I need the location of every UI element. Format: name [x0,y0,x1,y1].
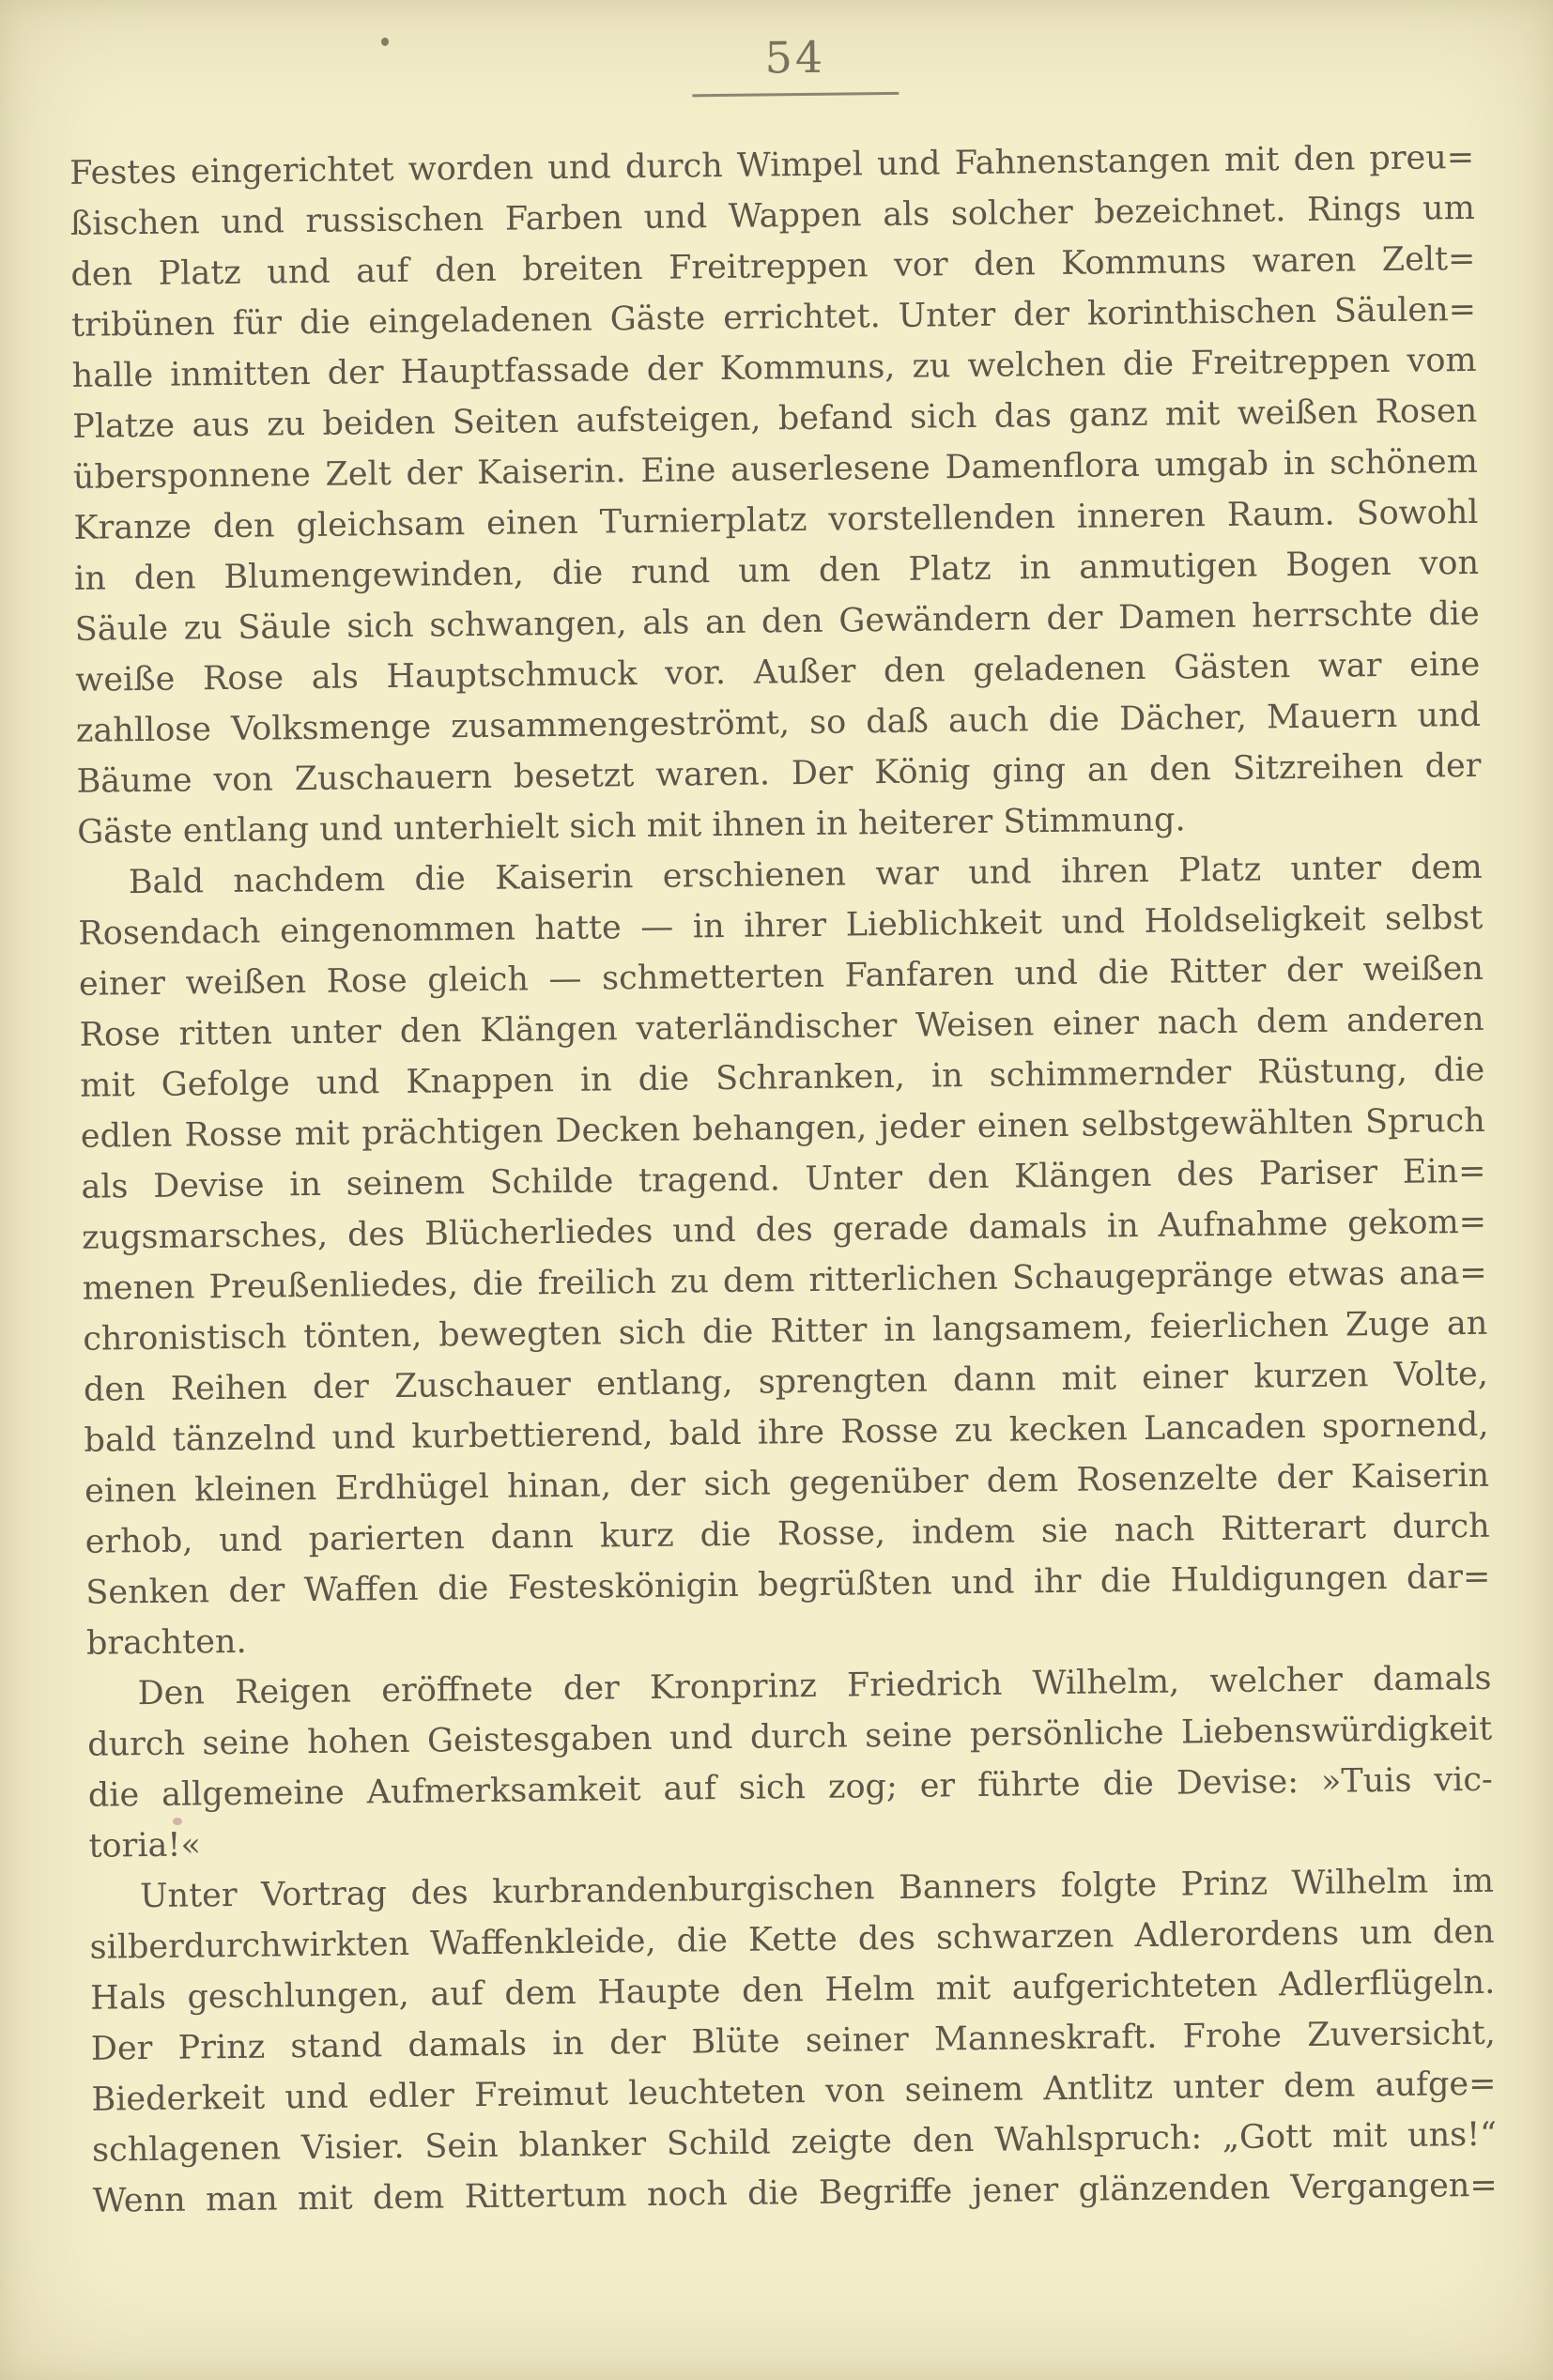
text-line: edlen Rosse mit prächtigen Decken behangen, jeder einen selbstgewählten Spruch [80,1101,1486,1156]
page-number: 54 [764,31,826,84]
text-line: Biederkeit und edler Freimut leuchteten von seinem Antlitz unter dem aufge= [91,2065,1497,2119]
text-line: schlagenen Visier. Sein blanker Schild zeigte den Wahlspruch: „Gott mit uns!“ [91,2115,1498,2170]
text-line: halle inmitten der Hauptfassade der Kommuns, zu welchen die Freitreppen vom [71,341,1477,395]
text-line: zugsmarsches, des Blücherliedes und des gerade damals in Aufnahme gekom= [81,1203,1487,1257]
text-line: brachten. [85,1622,247,1663]
text-line: tribünen für die eingeladenen Gäste errichtet. Unter der korinthischen Säulen= [70,290,1477,345]
text-line: Kranze den gleichsam einen Turnierplatz vorstellenden inneren Raum. Sowohl [73,493,1479,547]
page-header [74,27,1517,103]
text-line: Gäste entlang und unterhielt sich mit ihnen in heiterer Stimmung. [76,801,1186,852]
text-line: in den Blumengewinden, die rund um den Platz in anmutigen Bogen von [73,544,1480,598]
text-line: Säule zu Säule sich schwangen, als an den Gewändern der Damen herrschte die [74,594,1480,649]
text-line: Bäume von Zuschauern besetzt waren. Der König ging an den Sitzreihen der [76,746,1482,801]
text-line: Rose ritten unter den Klängen vaterländischer Weisen einer nach dem anderen [79,1000,1484,1054]
text-line: toria!« [88,1826,202,1866]
text-line: Senken der Waffen die Festeskönigin begrüßten und ihr die Huldigungen dar= [85,1558,1491,1612]
text-line: mit Gefolge und Knappen in die Schranken, in schimmernder Rüstung, die [80,1051,1485,1105]
text-line: durch seine hohen Geistesgaben und durch seine persönliche Liebenswürdigkeit [87,1710,1493,1764]
text-line: ßischen und russischen Farben und Wappen als solcher bezeichnet. Rings um [69,189,1475,243]
text-line: bald tänzelnd und kurbettierend, bald ihre Rosse zu kecken Lancaden spornend, [84,1405,1489,1460]
text-line: silberdurchwirkten Waffenkleide, die Kette des schwarzen Adlerordens um den [89,1912,1495,1967]
text-line: Rosendach eingenommen hatte — in ihrer Lieblichkeit und Holdseligkeit selbst [78,898,1484,953]
text-line: Festes eingerichtet worden und durch Wimpel und Fahnenstangen mit den preu= [69,138,1475,192]
text-line: Bald nachdem die Kaiserin erschienen war und ihren Platz unter dem [128,848,1483,902]
text-line: Der Prinz stand damals in der Blüte seiner Manneskraft. Frohe Zuversicht, [90,2014,1497,2068]
text-line: weiße Rose als Hauptschmuck vor. Außer den geladenen Gästen war eine [75,645,1481,699]
text-line: als Devise in seinem Schilde tragend. Unter den Klängen des Pariser Ein= [81,1152,1486,1206]
text-line: die allgemeine Aufmerksamkeit auf sich zog; er führte die Devise: »Tuis vic- [87,1760,1493,1815]
text-line: zahllose Volksmenge zusammengeströmt, so daß auch die Dächer, Mauern und [75,696,1482,750]
text-line: einen kleinen Erdhügel hinan, der sich gegenüber dem Rosenzelte der Kaiserin [84,1456,1490,1511]
text-line: Hals geschlungen, auf dem Haupte den Helm mit aufgerichteten Adlerflügeln. [90,1963,1496,2018]
text-line: den Reihen der Zuschauer entlang, sprengten dann mit einer kurzen Volte, [83,1355,1489,1409]
header-rule [692,92,899,97]
text-line: Den Reigen eröffnete der Kronprinz Friedrich Wilhelm, welcher damals [137,1659,1492,1713]
text-line: einer weißen Rose gleich — schmetterten Fanfaren und die Ritter der weißen [78,949,1484,1004]
text-block [69,132,1498,2227]
text-line: Wenn man mit dem Rittertum noch die Begriffe jener glänzenden Vergangen= [92,2166,1498,2220]
text-line: erhob, und parierten dann kurz die Rosse, indem sie nach Ritterart durch [85,1507,1490,1561]
text-line: den Platz und auf den breiten Freitreppen vor den Kommuns waren Zelt= [70,239,1476,294]
text-line: chronistisch tönten, bewegten sich die Ritter in langsamem, feierlichen Zuge an [83,1304,1488,1359]
text-line: Unter Vortrag des kurbrandenburgischen Banners folgte Prinz Wilhelm im [139,1862,1495,1916]
text-line: übersponnene Zelt der Kaiserin. Eine auserlesene Damenflora umgab in schönem [72,442,1479,497]
text-line: Platze aus zu beiden Seiten aufsteigen, befand sich das ganz mit weißen Rosen [72,392,1478,446]
text-line: menen Preußenliedes, die freilich zu dem ritterlichen Schaugepränge etwas ana= [82,1253,1487,1308]
